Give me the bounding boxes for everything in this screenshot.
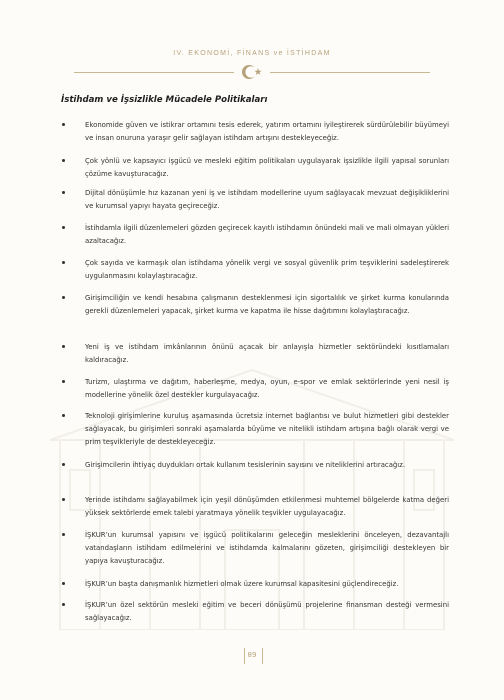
list-item-text: Çok yönlü ve kapsayıcı işgücü ve mesleki eğitim politikaları uygulayarak işsizlikle ilgili yapısal sorunları çözüme kavuşturacağız. bbox=[85, 157, 449, 178]
list-item-text: Turizm, ulaştırma ve dağıtım, haberleşme, medya, oyun, e-spor ve emlak sektörlerinde yeni nesil iş modellerine yönelik özel destekler kurgulayacağız. bbox=[85, 378, 449, 399]
bullet-icon bbox=[62, 533, 65, 536]
page-number: 89 bbox=[247, 651, 257, 659]
list-item-text: Çok sayıda ve karmaşık olan istihdama yönelik vergi ve sosyal güvenlik prim teşviklerini sadeleştirerek uygulanmasını kolaylaştıracağız. bbox=[85, 259, 449, 280]
bullet-icon bbox=[62, 261, 65, 264]
bullet-icon bbox=[62, 463, 65, 466]
page-title: İstihdam ve İşsizlikle Mücadele Politikaları bbox=[61, 95, 268, 105]
crescent-star-icon bbox=[240, 62, 264, 82]
bullet-icon bbox=[62, 226, 65, 229]
list-item-text: İstihdamla ilgili düzenlemeleri gözden geçirecek kayıtlı istihdamın önündeki mali ve mali olmayan yükleri azaltacağız. bbox=[85, 224, 449, 245]
list-item-text: İŞKUR’un kurumsal yapısını ve işgücü politikalarını geleceğin mesleklerini önceleyen, dezavantajlı vatandaşların istihdam edilmelerini ve istihdamda kalmalarını gözeten, girişimciliği destekleyen bir yapıya kavuşturacağız. bbox=[85, 531, 449, 565]
header-rule-left bbox=[74, 72, 234, 73]
list-item-text: Girişimciliğin ve kendi hesabına çalışmanın desteklenmesi için sigortalılık ve şirket kurma konularında gerekli düzenlemeleri yapacak, şirket kurma ve kapatma ile hisse dağıtımını kolaylaştıracağız. bbox=[85, 294, 449, 315]
list-item-text: Yeni iş ve istihdam imkânlarının önünü açacak bir anlayışla hizmetler sektöründeki kısıtlamaları kaldıracağız. bbox=[85, 343, 449, 364]
list-item-text: İŞKUR’un özel sektörün mesleki eğitim ve beceri dönüşümü projelerine finansman desteği vermesini sağlayacağız. bbox=[85, 601, 449, 622]
list-item-text: Ekonomide güven ve istikrar ortamını tesis ederek, yatırım ortamını iyileştirerek sürdürülebilir büyümeyi ve insan onuruna yaraşır gelir sağlayan istihdam artışını destekleyeceğiz. bbox=[85, 121, 449, 142]
list-item-text: Dijital dönüşümle hız kazanan yeni iş ve istihdam modellerine uyum sağlayacak mevzuat değişikliklerini ve kurumsal yapıyı hayata geçireceğiz. bbox=[85, 189, 449, 210]
bullet-icon bbox=[62, 603, 65, 606]
bullet-icon bbox=[62, 498, 65, 501]
bullet-icon bbox=[62, 159, 65, 162]
bullet-icon bbox=[62, 296, 65, 299]
bullet-icon bbox=[62, 123, 65, 126]
bullet-icon bbox=[62, 345, 65, 348]
header-rule-right bbox=[270, 72, 430, 73]
bullet-icon bbox=[62, 380, 65, 383]
bullet-icon bbox=[62, 414, 65, 417]
list-item-text: Girişimcilerin ihtiyaç duydukları ortak kullanım tesislerinin sayısını ve niteliklerini artıracağız. bbox=[85, 461, 406, 469]
list-item-text: Yerinde istihdamı sağlayabilmek için yeşil dönüşümden etkilenmesi muhtemel bölgelerde katma değeri yüksek sektörlerde emek talebi yaratmaya yönelik teşvikler uygulayacağız. bbox=[85, 496, 449, 517]
bullet-icon bbox=[62, 191, 65, 194]
section-header: IV. EKONOMİ, FİNANS ve İSTİHDAM bbox=[173, 50, 331, 57]
bullet-icon bbox=[62, 582, 65, 585]
list-item-text: Teknoloji girişimlerine kuruluş aşamasında ücretsiz internet bağlantısı ve bulut hizmetleri gibi destekler sağlayacak, bu girişimleri sonraki aşamalarda büyüme ve nitelikli istihdam artışına bağlı olarak vergi ve prim teşvikleriyle de destekleyeceğiz. bbox=[85, 412, 449, 446]
list-item-text: İŞKUR’un başta danışmanlık hizmetleri olmak üzere kurumsal kapasitesini güçlendireceğiz. bbox=[85, 580, 399, 588]
